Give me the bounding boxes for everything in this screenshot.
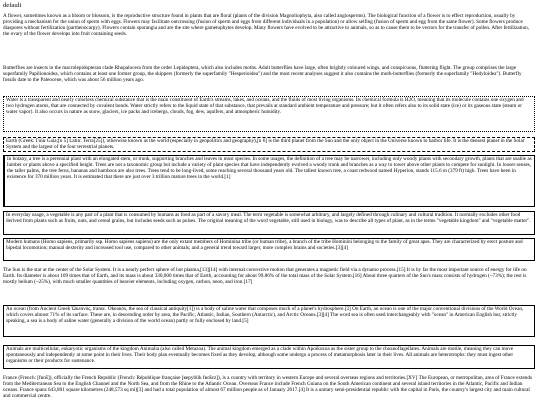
paragraph-france: France (French: [fʁɑ̃s]), officially the French Republic (French: République française [ʁepyblik fʁɑ̃sɛz]), is a country with territory in western Europe and several overseas regions and territories.[XV] The European, or metropolitan, area of France extends from the Mediterranean Sea to the English Channel and the North Sea, and from the Rhine to the Atlantic Ocean. Overseas France include French Guiana on the South American continent and several island territories in the Atlantic, Pacific and Indian oceans. France spans 643,801 square kilometres (248,573 sq mi)[3] and had a total population of almost 67 million people as of January 2017.[4] It is a unitary semi-presidential republic with the capital in Paris, the country's largest city and main cultural and commercial centre. xyxy=(3,375,532,400)
paragraph-flower: A flower, sometimes known as a bloom or blossom, is the reproductive structure found in plants that are floral (plants of the division Magnoliophyta, also called angiosperms). The biological function of a flower is to effect reproduction, usually by providing a mechanism for the union of sperm with eggs. Flowers may facilitate outcrossing (fusion of sperm and eggs from different individuals in a population) or allow selfing (fusion of sperm and egg from the same flower). Some flowers produce diaspores without fertilization (parthenocarpy). Flowers contain sporangia and are the site where gametophytes develop. Many flowers have evolved to be attractive to animals, so as to cause them to be vectors for the transfer of pollen. After fertilization, the ovary of the flower develops into fruit containing seeds. xyxy=(3,13,530,38)
paragraph-earth: Earth (Greek: Γαῖα Gaia;[n 5] Latin: Terra[25]), otherwise known as the world (especially in geopolitics and geography),[n 6] is the third planet from the Sun and the only object in the Universe known to harbor life. It is the densest planet in the Solar System and the largest of the four terrestrial planets. xyxy=(3,137,535,152)
paragraph-ocean: An ocean (from Ancient Greek Ὠκεανός, transc. Okeanós, the sea of classical antiquity[1]) is a body of saline water that composes much of a planet's hydrosphere.[2] On Earth, an ocean is one of the major conventional divisions of the World Ocean, which covers almost 71% of its surface. These are, in descending order by area, the Pacific, Atlantic, Indian, Southern (Antarctic), and Arctic Oceans.[3][4] The word sea is often used interchangeably with "ocean" in American English but, strictly speaking, a sea is a body of saline water (generally a division of the world ocean) partly or fully enclosed by land.[5] xyxy=(3,305,535,337)
paragraph-water: Water is a transparent and nearly colorless chemical substance that is the main constituent of Earth's streams, lakes, and oceans, and the fluids of most living organisms. Its chemical formula is H2O, meaning that its molecule contains one oxygen and two hydrogen atoms, that are connected by covalent bonds. Water strictly refers to the liquid state of that substance, that prevails at standard ambient temperature and pressure; but it often refers also to its solid state (ice) or its gaseous state (steam or water vapor). It also occurs in nature as snow, glaciers, ice packs and icebergs, clouds, fog, dew, aquifers, and atmospheric humidity. xyxy=(3,96,535,132)
page-header: default xyxy=(3,2,22,9)
paragraph-tree: In botany, a tree is a perennial plant with an elongated stem, or trunk, supporting branches and leaves in most species. In some usages, the definition of a tree may be narrower, including only woody plants with secondary growth, plants that are usable as lumber or plants above a specified height. Trees are not a taxonomic group but include a variety of plant species that have independently evolved a woody trunk and branches as a way to tower above other plants to compete for sunlight. In looser senses, the taller palms, the tree ferns, bananas and bamboos are also trees. Trees tend to be long-lived, some reaching several thousand years old. The tallest known tree, a coast redwood named Hyperion, stands 115.6 m (379 ft) high. Trees have been in existence for 370 million years. It is estimated that there are just over 3 trillion mature trees in the world.[1] xyxy=(3,155,535,207)
paragraph-humans: Modern humans (Homo sapiens, primarily ssp. Homo sapiens sapiens) are the only extant members of Hominina tribe (or human tribe), a branch of the tribe Hominini belonging to the family of great apes. They are characterized by erect posture and bipedal locomotion; manual dexterity and increased tool use, compared to other animals; and a general trend toward larger, more complex brains and societies.[3][4] xyxy=(3,238,535,261)
paragraph-vegetable: In everyday usage, a vegetable is any part of a plant that is consumed by humans as food as part of a savory meal. The term vegetable is somewhat arbitrary, and largely defined through culinary and cultural tradition. It normally excludes other food derived from plants such as fruits, nuts, and cereal grains, but includes seeds such as pulses. The original meaning of the word vegetable, still used in biology, was to describe all types of plant, as in the terms "vegetable kingdom" and "vegetable matter". xyxy=(3,211,535,235)
paragraph-butterflies: Butterflies are insects in the macrolepidopteran clade Rhopalocera from the order Lepidoptera, which also includes moths. Adult butterflies have large, often brightly coloured wings, and conspicuous, fluttering flight. The group comprises the large superfamily Papilionoidea, which contains at least one former group, the skippers (formerly the superfamily "Hesperioidea") and the most recent analyses suggest it also contains the moth-butterflies (formerly the superfamily "Hedyloidea"). Butterfly fossils date to the Paleocene, which was about 56 million years ago. xyxy=(3,65,522,84)
paragraph-animals: Animals are multicellular, eukaryotic organisms of the kingdom Animalia (also called Metazoa). The animal kingdom emerged as a clade within Apoikozoa as the sister group to the choanoflagellates. Animals are motile, meaning they can move spontaneously and independently at some point in their lives. Their body plan eventually becomes fixed as they develop, although some undergo a process of metamorphosis later in their lives. All animals are heterotrophs: they must ingest other organisms or their products for sustenance. xyxy=(3,345,535,369)
paragraph-sun: The Sun is the star at the center of the Solar System. It is a nearly perfect sphere of hot plasma,[13][14] with internal convective motion that generates a magnetic field via a dynamo process.[15] It is by far the most important source of energy for life on Earth. Its diameter is about 109 times that of Earth, and its mass is about 330,000 times that of Earth, accounting for about 99.86% of the total mass of the Solar System.[16] About three quarters of the Sun's mass consists of hydrogen (~73%); the rest is mostly helium (~25%), with much smaller quantities of heavier elements, including oxygen, carbon, neon, and iron.[17] xyxy=(3,267,527,286)
